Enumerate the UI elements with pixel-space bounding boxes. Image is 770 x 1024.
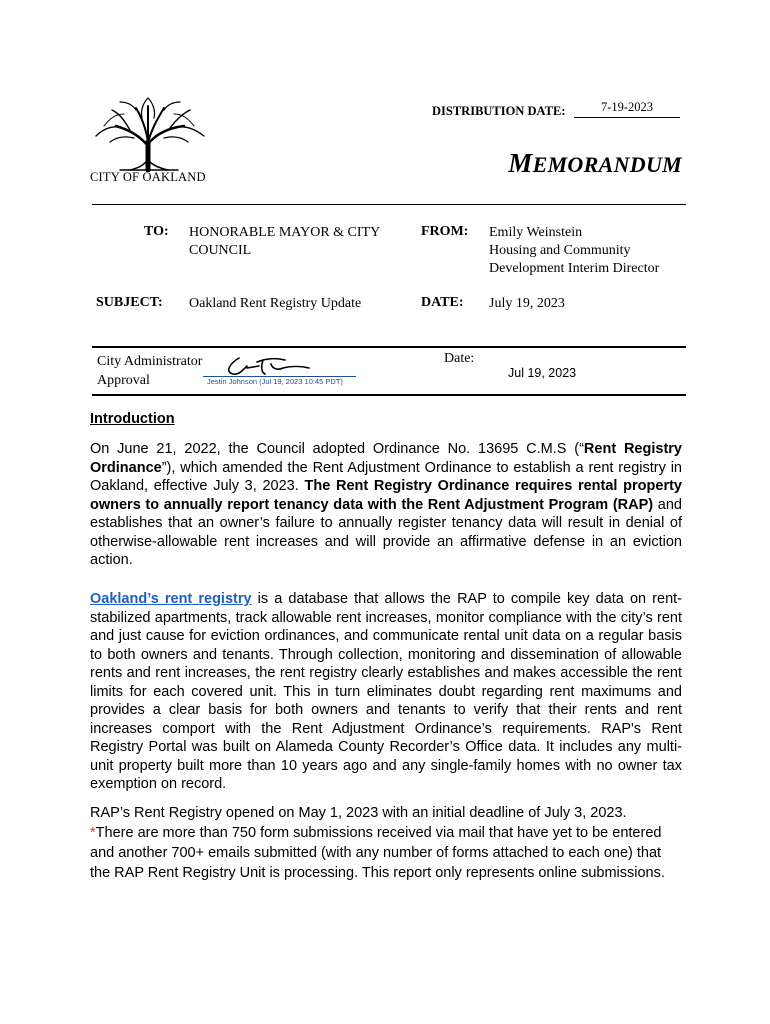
approval-bottom-rule bbox=[92, 394, 686, 396]
p3-text: There are more than 750 form submissions received via mail that have yet to be entered and another 700+ emails submitted (with any number of forms attached to each one) that the RAP Rent Registry Unit is processing. This report only represents online submissions. bbox=[90, 825, 665, 881]
signature-caption: Jestin Johnson (Jul 19, 2023 10:45 PDT) bbox=[207, 377, 343, 386]
from-value bbox=[489, 224, 689, 278]
p1-text-a: On June 21, 2022, the Council adopted Ordinance No. 13695 C.M.S (“ bbox=[90, 441, 584, 457]
p1-text-c: and establishes that an owner’s failure to annually register tenancy data will result in denial of otherwise-allowable rent increases and will provide an affirmative defense in an eviction action. bbox=[90, 496, 682, 568]
from-label: FROM: bbox=[421, 224, 469, 239]
approval-label-line1: City Administrator bbox=[97, 354, 203, 369]
p1-bold-ordinance: Rent Registry Ordinance bbox=[90, 441, 682, 476]
subject-label: SUBJECT: bbox=[96, 295, 163, 310]
from-title-line2: Development Interim Director bbox=[489, 261, 660, 276]
approval-label-line2: Approval bbox=[97, 373, 150, 388]
to-value: HONORABLE MAYOR & CITY COUNCIL bbox=[189, 225, 380, 258]
approval-top-rule bbox=[92, 346, 686, 348]
paragraph-2 bbox=[90, 590, 682, 794]
city-name: CITY OF OAKLAND bbox=[90, 170, 206, 184]
p1-text-b: ”), which amended the Rent Adjustment Ordinance to establish a rent registry in Oakland, effective July 3, 2023. bbox=[90, 459, 682, 494]
asterisk-marker: * bbox=[90, 825, 96, 841]
approval-date-label: Date: bbox=[444, 351, 475, 366]
header-divider bbox=[92, 204, 686, 205]
date-value: July 19, 2023 bbox=[489, 296, 565, 311]
section-title: Introduction bbox=[90, 411, 175, 427]
approval-date-value: Jul 19, 2023 bbox=[508, 366, 577, 380]
date-label: DATE: bbox=[421, 295, 464, 310]
memo-title bbox=[470, 148, 682, 179]
distribution-date-label: DISTRIBUTION DATE: bbox=[432, 104, 566, 118]
p1-bold-requirement: The Rent Registry Ordinance requires rental property owners to annually report tenancy data with the Rent Adjustment Program (RAP) bbox=[90, 478, 682, 513]
paragraph-1 bbox=[90, 440, 682, 570]
rent-registry-link[interactable]: Oakland’s rent registry bbox=[90, 591, 252, 607]
distribution-date-value: 7-19-2023 bbox=[574, 100, 680, 118]
paragraph-3 bbox=[90, 803, 682, 883]
oak-tree-icon bbox=[90, 96, 210, 172]
from-name: Emily Weinstein bbox=[489, 225, 583, 240]
from-title-line1: Housing and Community bbox=[489, 243, 631, 258]
memo-title-initial: M bbox=[508, 148, 533, 178]
subject-value: Oakland Rent Registry Update bbox=[189, 296, 362, 311]
signature-graphic bbox=[205, 354, 355, 378]
p2-text: is a database that allows the RAP to compile key data on rent-stabilized apartments, track allowable rent increases, monitor compliance with the city’s rent and just cause for eviction ordinances, and communicate rental unit data on a regular basis to both owners and tenants. Through collection, monitoring and dissemination of allowable rents and rent increases, the rent registry clearly establishes and makes accessible the rent limits for each covered unit. This in turn eliminates doubt regarding rent maximums and provides a clear basis for both owners and tenants to verify that their rents and rent increases comport with the Rent Adjustment Ordinance’s requirements. RAP's Rent Registry Portal was built on Alameda County Recorder’s Office data. It includes any multi-unit property built more than 10 years ago and any single-family homes with no owner tax exemption on record. bbox=[90, 591, 682, 792]
to-label: TO: bbox=[144, 224, 169, 239]
approval-label bbox=[97, 352, 202, 390]
memo-title-rest: EMORANDUM bbox=[532, 152, 682, 177]
p3-line1: RAP’s Rent Registry opened on May 1, 2023 with an initial deadline of July 3, 2023. bbox=[90, 805, 627, 821]
